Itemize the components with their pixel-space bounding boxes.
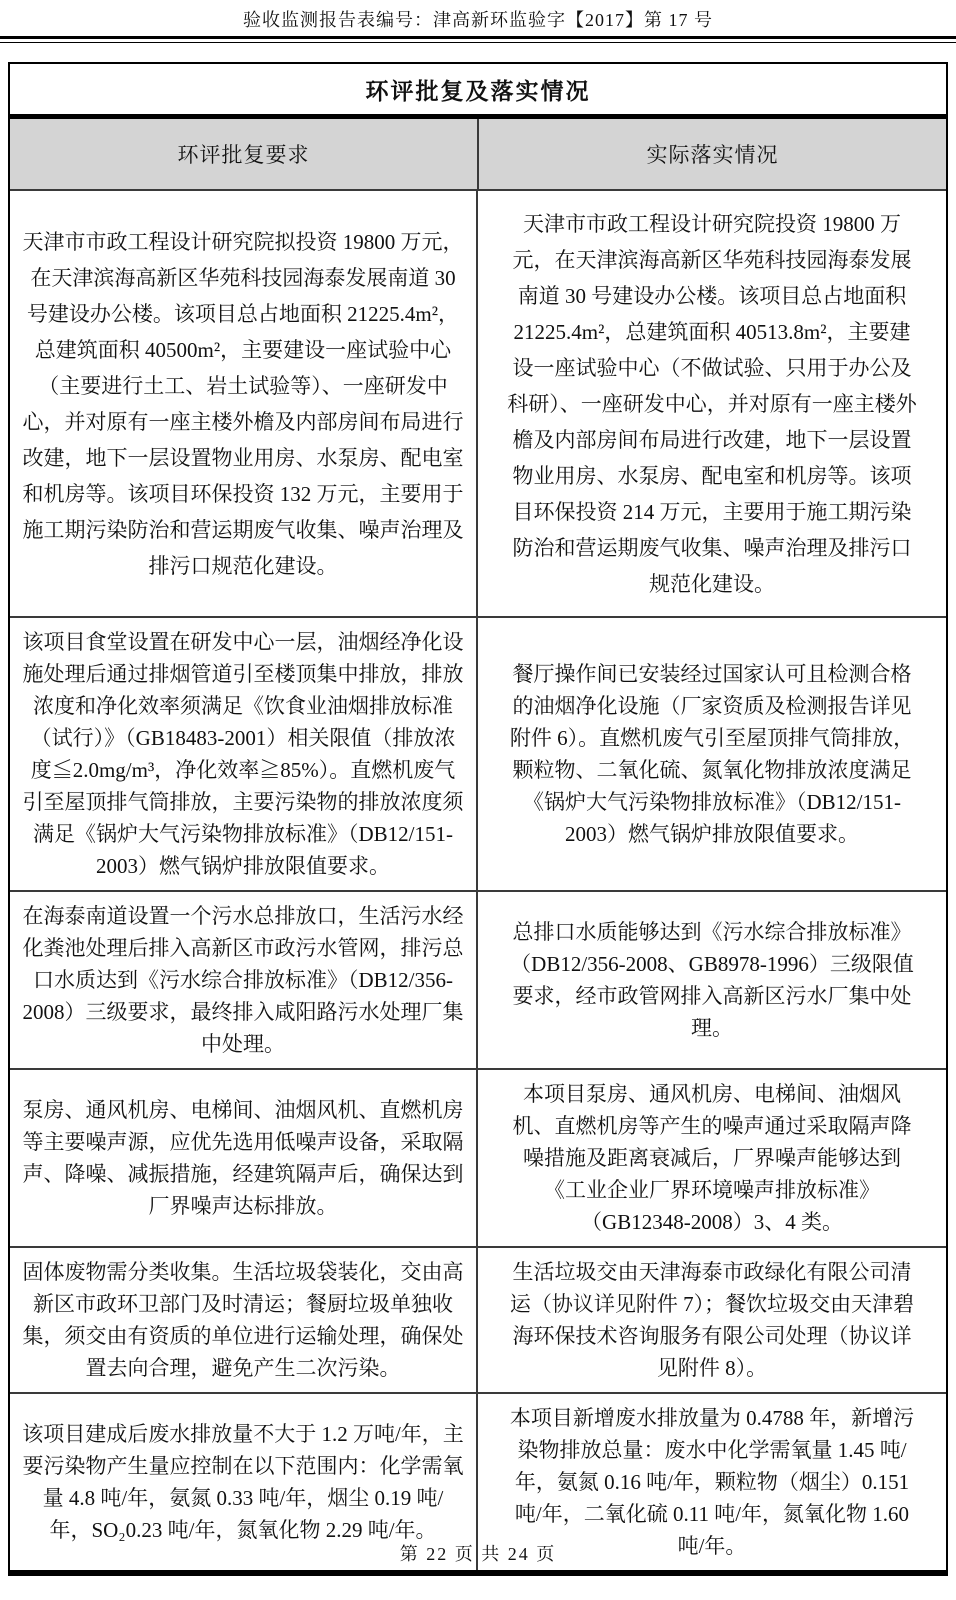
table-row [10, 189, 946, 616]
implementation-cell: 天津市市政工程设计研究院投资 19800 万元，在天津滨海高新区华苑科技园海泰发展南道 30 号建设办公楼。该项目总占地面积 21225.4m²，总建筑面积 40513.8m²，主要建设一座试验中心（不做试验、只用于办公及科研）、一座研发中心，并对原有一座主楼外檐及内部房间布局进行改建，地下一层设置物业用房、水泵房、配电室和机房等。该项目环保投资 214 万元，主要用于施工期污染防治和营运期废气收集、噪声治理及排污口规范化建设。 [507, 211, 917, 596]
requirement-cell: 泵房、通风机房、电梯间、油烟风机、直燃机房等主要噪声源，应优先选用低噪声设备，采取隔声、降噪、减振措施，经建筑隔声后，确保达到厂界噪声达标排放。 [10, 1070, 478, 1246]
requirement-cell: 天津市市政工程设计研究院拟投资 19800 万元，在天津滨海高新区华苑科技园海泰发展南道 30 号建设办公楼。该项目总占地面积 21225.4m²，总建筑面积 40500m²，主要建设一座试验中心（主要进行土工、岩土试验等）、一座研发中心，并对原有一座主楼外檐及内部房间布局进行改建，地下一层设置物业用房、水泵房、配电室和机房等。该项目环保投资 132 万元，主要用于施工期污染防治和营运期废气收集、噪声治理及排污口规范化建设。 [10, 191, 478, 616]
table-row [10, 890, 946, 1068]
column-header-requirement: 环评批复要求 [10, 119, 479, 189]
report-number-heading: 验收监测报告表编号：津高新环监验字【2017】第 17 号 [243, 10, 713, 30]
table-row [10, 616, 946, 890]
implementation-cell: 本项目新增废水排放量为 0.4788 年，新增污染物排放总量：废水中化学需氧量 1.45 吨/年，氨氮 0.16 吨/年，颗粒物（烟尘）0.151 吨/年，二氧化硫 0.11 吨/年，氮氧化物 1.60 吨/年。 [509, 1406, 915, 1558]
implementation-cell: 总排口水质能够达到《污水综合排放标准》（DB12/356-2008、GB8978-1996）三级限值要求，经市政管网排入高新区污水厂集中处理。 [510, 920, 914, 1040]
requirement-cell: 该项目建成后废水排放量不大于 1.2 万吨/年，主要污染物产生量应控制在以下范围内：化学需氧量 4.8 吨/年，氨氮 0.33 吨/年，烟尘 0.19 吨/年，SO₂0.23 吨/年，氮氧化物 2.29 吨/年。 [10, 1394, 478, 1570]
requirement-cell: 固体废物需分类收集。生活垃圾袋装化，交由高新区市政环卫部门及时清运；餐厨垃圾单独收集，须交由有资质的单位进行运输处理，确保处置去向合理，避免产生二次污染。 [10, 1248, 478, 1392]
table-header-row [10, 114, 946, 189]
column-header-implementation: 实际落实情况 [646, 143, 779, 167]
table-row [10, 1068, 946, 1246]
table-row [10, 1246, 946, 1392]
requirement-cell: 该项目食堂设置在研发中心一层，油烟经净化设施处理后通过排烟管道引至楼顶集中排放，排放浓度和净化效率须满足《饮食业油烟排放标准（试行）》（GB18483-2001）相关限值（排放浓度≦2.0mg/m³，净化效率≧85%）。直燃机废气引至屋顶排气筒排放，主要污染物的排放浓度须满足《锅炉大气污染物排放标准》（DB12/151-2003）燃气锅炉排放限值要求。 [10, 618, 478, 890]
header-rule-thin [0, 42, 956, 43]
implementation-cell: 生活垃圾交由天津海泰市政绿化有限公司清运（协议详见附件 7）；餐饮垃圾交由天津碧海环保技术咨询服务有限公司处理（协议详见附件 8）。 [509, 1260, 915, 1380]
implementation-cell: 餐厅操作间已安装经过国家认可且检测合格的油烟净化设施（厂家资质及检测报告详见附件 6）。直燃机废气引至屋顶排气筒排放，颗粒物、二氧化硫、氮氧化物排放浓度满足《锅炉大气污染物排放标准》（DB12/151-2003）燃气锅炉排放限值要求。 [509, 662, 915, 846]
table-title: 环评批复及落实情况 [365, 78, 591, 104]
page-footer: 第 22 页 共 24 页 [399, 1544, 557, 1564]
requirement-cell: 在海泰南道设置一个污水总排放口，生活污水经化粪池处理后排入高新区市政污水管网，排污总口水质达到《污水综合排放标准》（DB12/356-2008）三级要求，最终排入咸阳路污水处理厂集中处理。 [10, 892, 478, 1068]
eia-approval-table [8, 62, 948, 1576]
header-rule-thick [0, 36, 956, 39]
implementation-cell: 本项目泵房、通风机房、电梯间、油烟风机、直燃机房等产生的噪声通过采取隔声降噪措施及距离衰减后，厂界噪声能够达到《工业企业厂界环境噪声排放标准》（GB12348-2008）3、4 类。 [512, 1082, 912, 1234]
